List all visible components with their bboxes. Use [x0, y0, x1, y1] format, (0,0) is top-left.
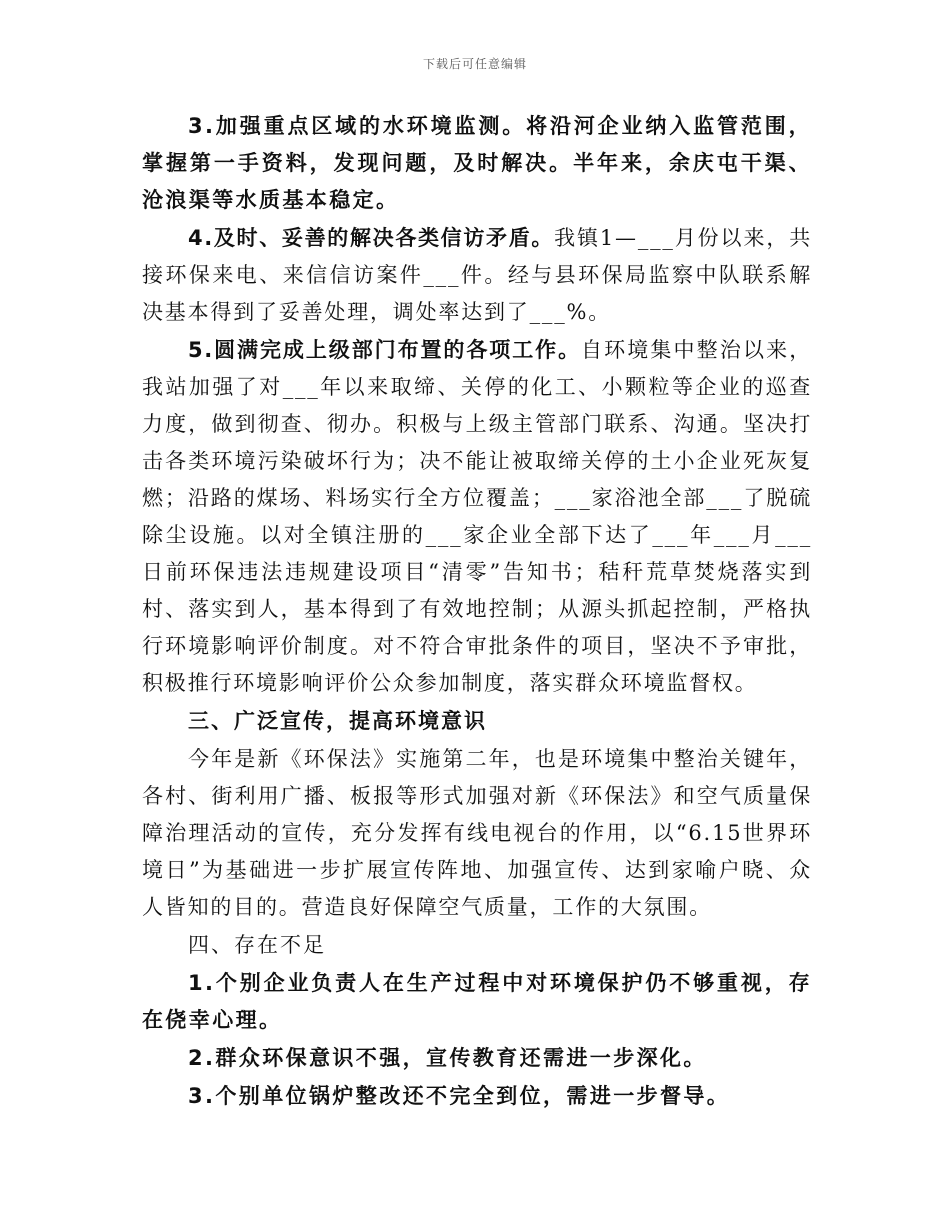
- paragraph-text: 将沿河企业纳入监管范围，掌握第一手资料，发现问题，及时解决。半年来，余庆屯干渠、沧浪渠等水质基本稳定。: [142, 114, 812, 212]
- issue-item-2: 2.群众环保意识不强，宣传教育还需进一步深化。: [188, 1046, 707, 1070]
- document-body: [142, 108, 812, 1116]
- issue-item-3: 3.个别单位锅炉整改还不完全到位，需进一步督导。: [188, 1084, 731, 1108]
- issue-item-1: 1.个别企业负责人在生产过程中对环境保护仍不够重视，存在侥幸心理。: [142, 971, 812, 1032]
- paragraph-text: 我镇1—___月份以来，共接环保来电、来信信访案件___件。经与县环保局监察中队联系解决基本得到了妥善处理，调处率达到了___%。: [142, 226, 812, 324]
- paragraph-water-monitoring: [142, 108, 812, 219]
- section-heading-publicity: 三、广泛宣传，提高环境意识: [188, 709, 487, 733]
- paragraph-petitions: [142, 220, 812, 331]
- paragraph-text: 自环境集中整治以来，我站加强了对___年以来取缔、关停的化工、小颗粒等企业的巡查力度，做到彻查、彻办。积极与上级主管部门联系、沟通。坚决打击各类环境污染破坏行为；决不能让被取缔关停的土小企业死灰复燃；沿路的煤场、料场实行全方位覆盖；___家浴池全部___了脱硫除尘设施。以对全镇注册的___家企业全部下达了___年___月___日前环保违法违规建设项目“清零”告知书；秸秆荒草焚烧落实到村、落实到人，基本得到了有效地控制；从源头抓起控制，严格执行环境影响评价制度。对不符合审批条件的项目，坚决不予审批，积极推行环境影响评价公众参加制度，落实群众环境监督权。: [142, 338, 813, 695]
- paragraph-lead: 3.加强重点区域的水环境监测。: [188, 114, 527, 138]
- paragraph-publicity: 今年是新《环保法》实施第二年，也是环境集中整治关键年，各村、街利用广播、板报等形式加强对新《环保法》和空气质量保障治理活动的宣传，充分发挥有线电视台的作用，以“6.15世界环境日”为基础进一步扩展宣传阵地、加强宣传、达到家喻户晓、众人皆知的目的。营造良好保障空气质量，工作的大氛围。: [142, 747, 812, 919]
- section-heading-shortcomings: 四、存在不足: [188, 933, 326, 957]
- paragraph-superior-tasks: [142, 332, 812, 702]
- paragraph-lead: 5.圆满完成上级部门布置的各项工作。: [188, 338, 582, 362]
- page-header-note: 下载后可任意编辑: [422, 57, 527, 71]
- paragraph-lead: 4.及时、妥善的解决各类信访矛盾。: [188, 226, 555, 250]
